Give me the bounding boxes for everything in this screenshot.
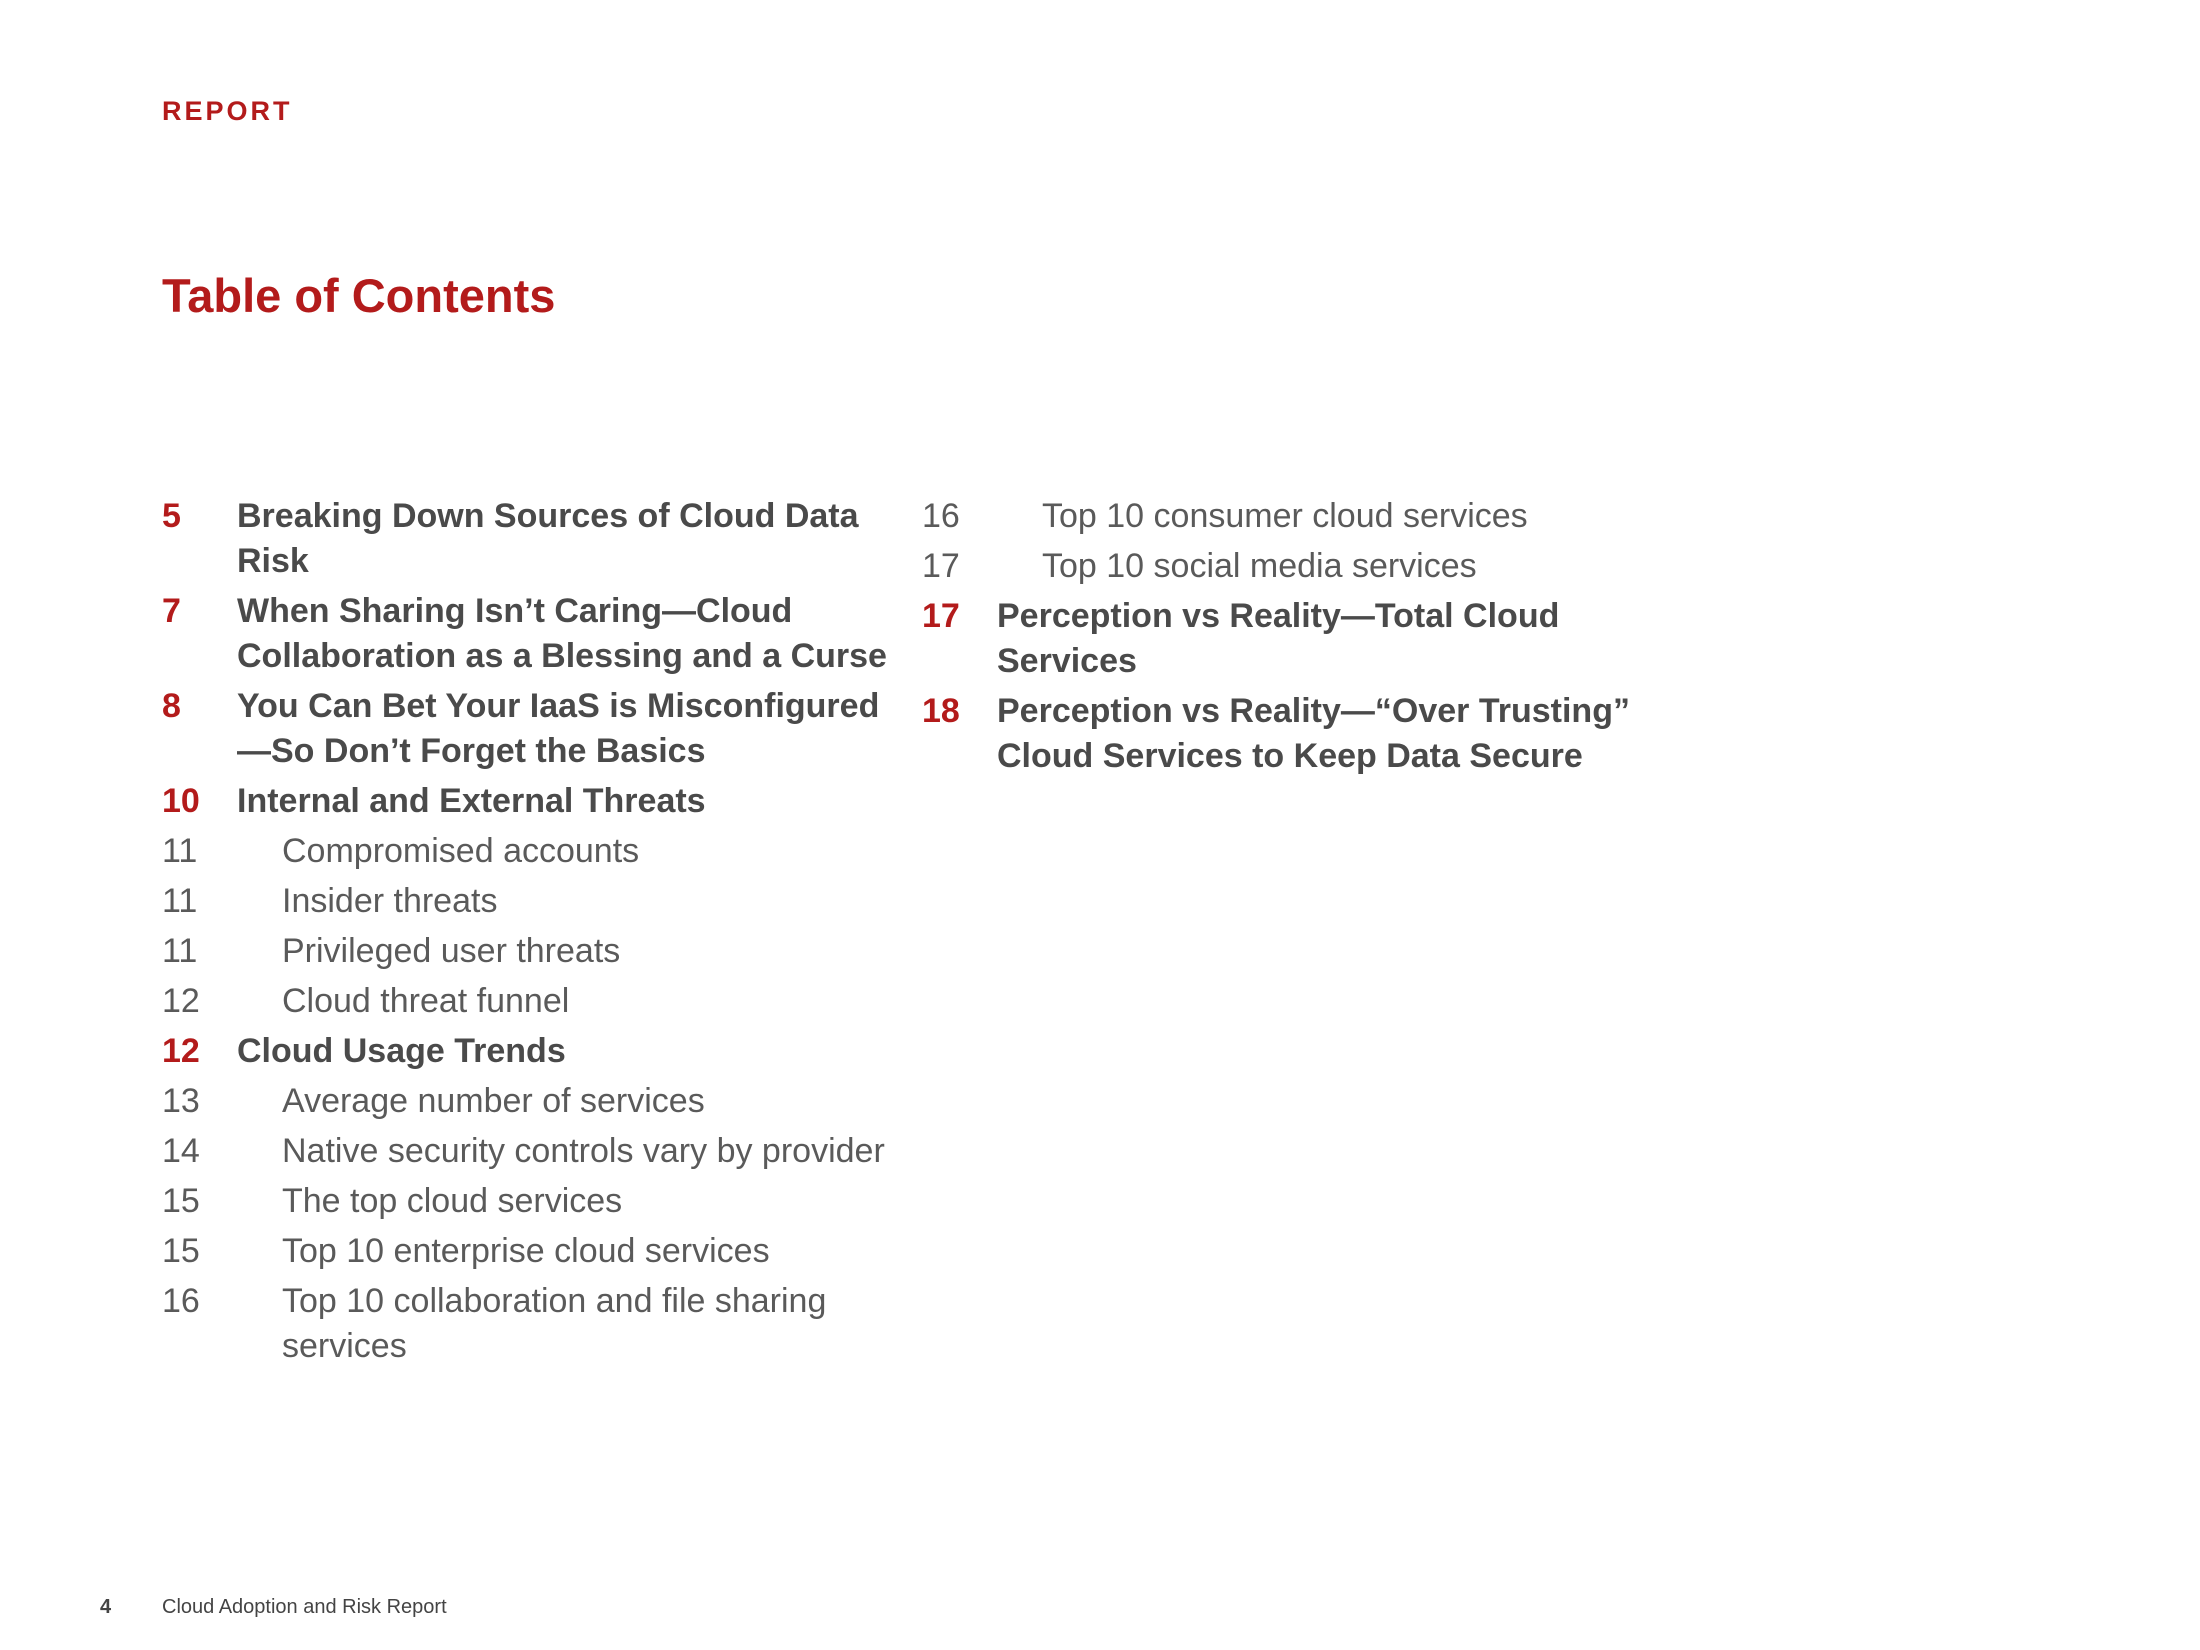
toc-entry-title: Internal and External Threats: [237, 782, 706, 820]
toc-entry[interactable]: [162, 1029, 902, 1074]
toc-page-number: 11: [162, 882, 198, 920]
toc-page-number: 13: [162, 1082, 200, 1120]
toc-page-number: 11: [162, 832, 198, 870]
toc-subentry[interactable]: [162, 1179, 902, 1224]
toc-entry-title: Average number of services: [282, 1082, 705, 1120]
toc-entry-title: Top 10 enterprise cloud services: [282, 1232, 770, 1270]
toc-entry-title: Insider threats: [282, 882, 498, 920]
toc-entry[interactable]: [162, 494, 902, 584]
toc-entry-title: Top 10 consumer cloud services: [1042, 497, 1528, 535]
toc-entry-title: Perception vs Reality—“Over Trusting” Cloud Services to Keep Data Secure: [997, 692, 1630, 775]
toc-entry[interactable]: [922, 594, 1662, 684]
toc-right-column: [922, 494, 1662, 784]
toc-entry-title: Cloud Usage Trends: [237, 1032, 566, 1070]
toc-page-number: 16: [162, 1282, 200, 1320]
page-footer: [100, 1596, 447, 1619]
toc-page-number: 15: [162, 1182, 200, 1220]
toc-entry[interactable]: [162, 684, 902, 774]
toc-page-number: 14: [162, 1132, 200, 1170]
toc-left-column: [162, 494, 902, 1374]
toc-subentry[interactable]: [162, 829, 902, 874]
toc-entry-title: Native security controls vary by provider: [282, 1132, 885, 1170]
toc-entry-title: Perception vs Reality—Total Cloud Services: [997, 597, 1560, 680]
toc-entry[interactable]: [162, 589, 902, 679]
toc-entry-title: Breaking Down Sources of Cloud Data Risk: [237, 497, 859, 580]
toc-subentry[interactable]: [162, 1229, 902, 1274]
toc-subentry[interactable]: [162, 879, 902, 924]
toc-page-number: 12: [162, 982, 200, 1020]
toc-subentry[interactable]: [162, 1079, 902, 1124]
toc-page-number: 18: [922, 692, 960, 730]
footer-page-number: 4: [100, 1596, 112, 1618]
toc-page-number: 12: [162, 1032, 200, 1070]
toc-page-number: 7: [162, 592, 181, 630]
toc-entry-title: Compromised accounts: [282, 832, 640, 870]
toc-subentry[interactable]: [162, 1279, 902, 1369]
toc-page-number: 17: [922, 547, 960, 585]
toc-entry[interactable]: [162, 779, 902, 824]
toc-subentry[interactable]: [922, 544, 1662, 589]
toc-page-number: 16: [922, 497, 960, 535]
toc-page-number: 15: [162, 1232, 200, 1270]
toc-entry-title: When Sharing Isn’t Caring—Cloud Collaboration as a Blessing and a Curse: [237, 592, 887, 675]
toc-entry-title: Top 10 collaboration and file sharing services: [282, 1282, 827, 1365]
toc-subentry[interactable]: [162, 979, 902, 1024]
toc-subentry[interactable]: [922, 494, 1662, 539]
toc-page-number: 10: [162, 782, 200, 820]
toc-entry-title: Top 10 social media services: [1042, 547, 1477, 585]
toc-entry-title: The top cloud services: [282, 1182, 623, 1220]
toc-page-number: 5: [162, 497, 181, 535]
page-title: Table of Contents: [162, 269, 556, 322]
toc-page-number: 17: [922, 597, 960, 635]
footer-report-name: Cloud Adoption and Risk Report: [162, 1596, 447, 1618]
toc-entry-title: Cloud threat funnel: [282, 982, 570, 1020]
toc-page-number: 11: [162, 932, 198, 970]
toc-page-number: 8: [162, 687, 181, 725]
toc-subentry[interactable]: [162, 929, 902, 974]
toc-subentry[interactable]: [162, 1129, 902, 1174]
report-kicker: REPORT: [162, 96, 293, 126]
toc-entry-title: Privileged user threats: [282, 932, 621, 970]
toc-entry-title: You Can Bet Your IaaS is Misconfigured —So Don’t Forget the Basics: [237, 687, 880, 770]
toc-entry[interactable]: [922, 689, 1662, 779]
